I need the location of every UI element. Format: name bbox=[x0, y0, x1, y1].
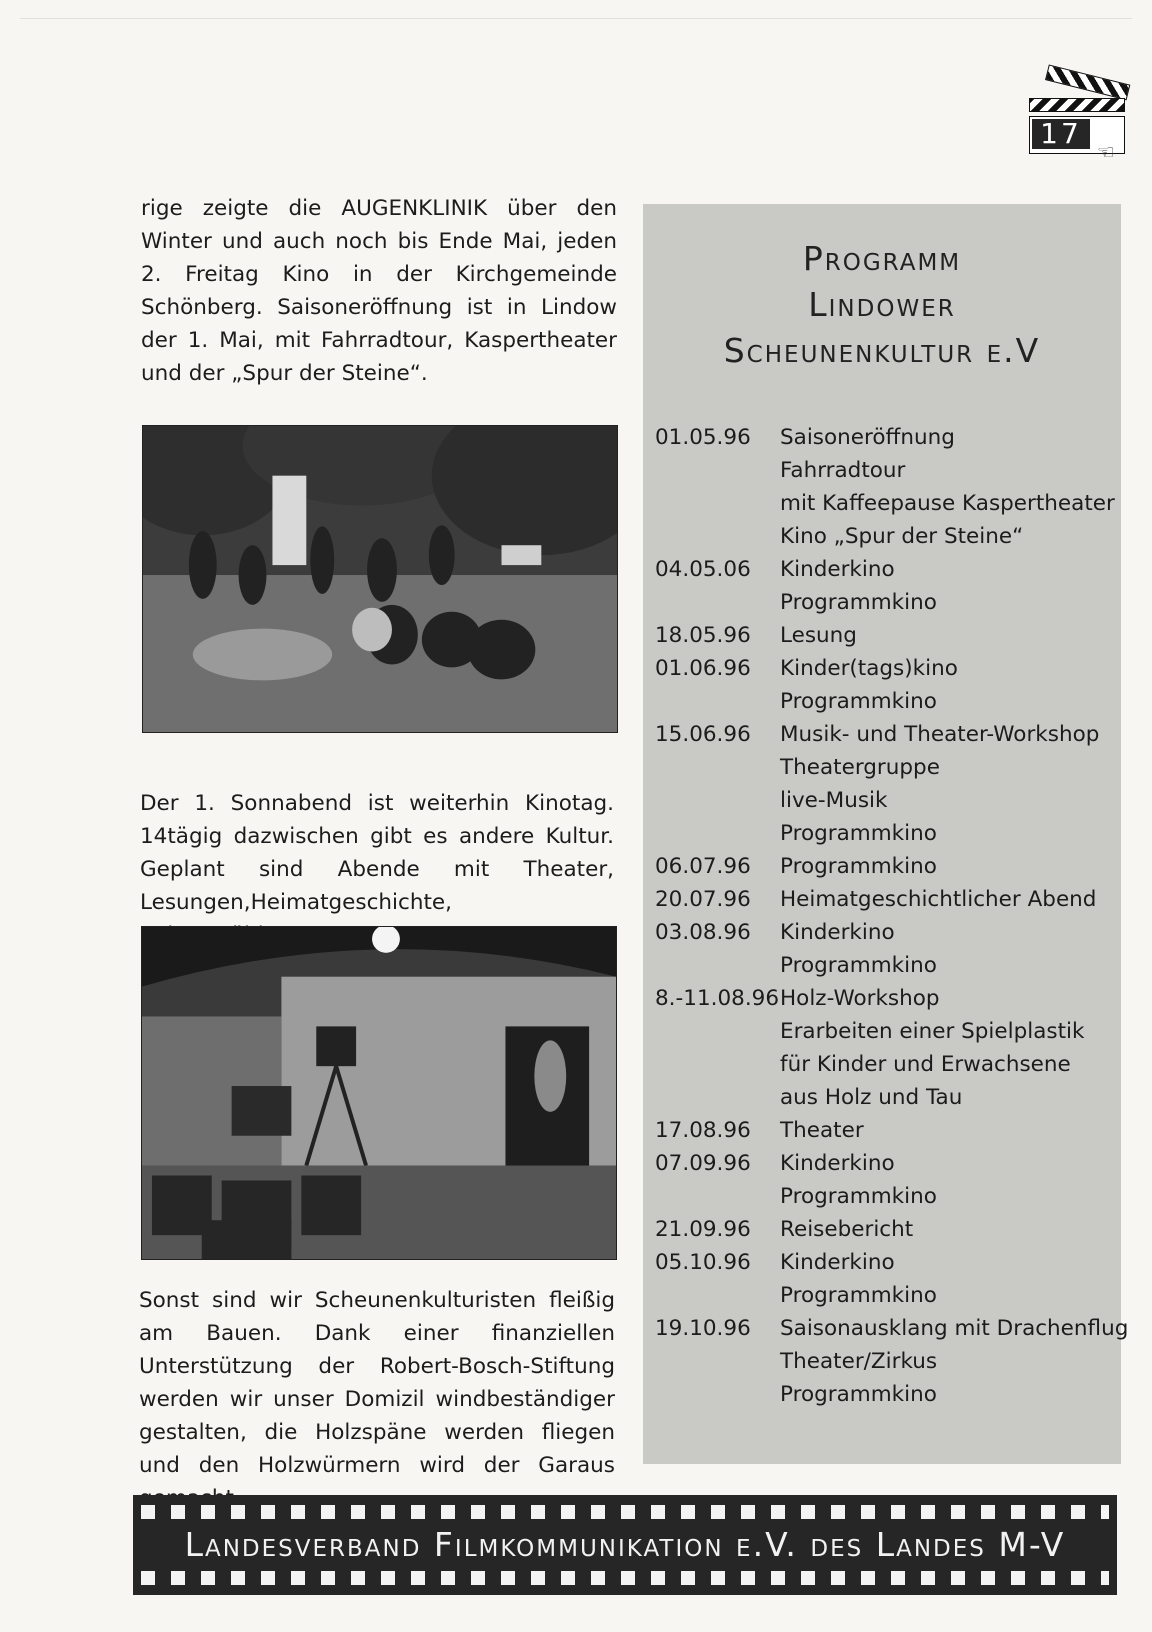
schedule-event: Programmkino bbox=[780, 854, 937, 879]
schedule-row bbox=[655, 1279, 1119, 1312]
schedule-row bbox=[655, 1114, 1119, 1147]
schedule-event: Kino „Spur der Steine“ bbox=[780, 524, 1024, 549]
schedule-date: 03.08.96 bbox=[655, 920, 751, 945]
schedule-row bbox=[655, 553, 1119, 586]
schedule-date bbox=[655, 1048, 780, 1081]
schedule-date: 18.05.96 bbox=[655, 623, 751, 648]
program-title bbox=[643, 236, 1121, 374]
schedule-date: 21.09.96 bbox=[655, 1217, 751, 1242]
schedule-row bbox=[655, 784, 1119, 817]
program-title-line: Scheunenkultur e.V bbox=[723, 331, 1041, 370]
schedule-event: Programmkino bbox=[780, 1382, 937, 1407]
clapperboard-stripe bbox=[1029, 98, 1125, 112]
schedule-date: 01.05.96 bbox=[655, 425, 751, 450]
schedule-event: Saisoneröffnung bbox=[780, 425, 955, 450]
schedule-row bbox=[655, 1246, 1119, 1279]
schedule-event: Holz-Workshop bbox=[780, 986, 940, 1011]
schedule-row bbox=[655, 1213, 1119, 1246]
schedule-row bbox=[655, 652, 1119, 685]
schedule-row bbox=[655, 1180, 1119, 1213]
schedule-event: Programmkino bbox=[780, 821, 937, 846]
schedule-date: 01.06.96 bbox=[655, 656, 751, 681]
schedule-date: 17.08.96 bbox=[655, 1118, 751, 1143]
schedule-row bbox=[655, 982, 1119, 1015]
schedule-event: Theater bbox=[780, 1118, 864, 1143]
schedule-event: Saisonausklang mit Drachenflug bbox=[780, 1316, 1129, 1341]
schedule-event: für Kinder und Erwachsene bbox=[780, 1052, 1071, 1077]
schedule-row bbox=[655, 454, 1119, 487]
schedule-date bbox=[655, 586, 780, 619]
schedule-event: Musik- und Theater-Workshop bbox=[780, 722, 1100, 747]
schedule-event: Heimatgeschichtlicher Abend bbox=[780, 887, 1097, 912]
schedule-row bbox=[655, 487, 1119, 520]
schedule-event: Reisebericht bbox=[780, 1217, 914, 1242]
schedule-row bbox=[655, 421, 1119, 454]
schedule-event: Theatergruppe bbox=[780, 755, 940, 780]
clapperboard-arm bbox=[1045, 64, 1130, 100]
schedule-row bbox=[655, 1048, 1119, 1081]
schedule-event: Programmkino bbox=[780, 689, 937, 714]
schedule-date bbox=[655, 1180, 780, 1213]
schedule-event: Kinderkino bbox=[780, 1250, 895, 1275]
schedule-date bbox=[655, 1279, 780, 1312]
intro-paragraph: rige zeigte die AUGENKLINIK über den Winter und auch noch bis Ende Mai, jeden 2. Freitag Kino in der Kirchgemeinde Schönberg. Saisoneröffnung ist in Lindow der 1. Mai, mit Fahrradtour, Kaspertheater und der „Spur der Steine“. bbox=[141, 196, 617, 386]
schedule-row bbox=[655, 1345, 1119, 1378]
schedule-event: Programmkino bbox=[780, 1283, 937, 1308]
page-top-rule bbox=[20, 18, 1132, 19]
schedule-row bbox=[655, 916, 1119, 949]
schedule-date bbox=[655, 685, 780, 718]
schedule-date bbox=[655, 454, 780, 487]
schedule-row bbox=[655, 817, 1119, 850]
schedule-row bbox=[655, 850, 1119, 883]
film-sprockets-top bbox=[141, 1505, 1109, 1519]
schedule-event: Kinder(tags)kino bbox=[780, 656, 958, 681]
schedule-event: mit Kaffeepause Kaspertheater bbox=[780, 491, 1115, 516]
schedule-date bbox=[655, 817, 780, 850]
schedule-date: 05.10.96 bbox=[655, 1250, 751, 1275]
schedule-event: Kinderkino bbox=[780, 920, 895, 945]
schedule-event: Fahrradtour bbox=[780, 458, 906, 483]
program-title-line: Programm bbox=[802, 239, 962, 278]
footer-film-strip bbox=[133, 1495, 1117, 1595]
schedule-date: 06.07.96 bbox=[655, 854, 751, 879]
schedule-event: live-Musik bbox=[780, 788, 888, 813]
schedule-date bbox=[655, 1345, 780, 1378]
schedule-row bbox=[655, 1015, 1119, 1048]
schedule-row bbox=[655, 586, 1119, 619]
schedule-date bbox=[655, 751, 780, 784]
schedule-event: Theater/Zirkus bbox=[780, 1349, 938, 1374]
schedule-row bbox=[655, 949, 1119, 982]
schedule-event: Lesung bbox=[780, 623, 857, 648]
schedule-date: 15.06.96 bbox=[655, 722, 751, 747]
schedule-event: Kinderkino bbox=[780, 1151, 895, 1176]
schedule-date: 07.09.96 bbox=[655, 1151, 751, 1176]
schedule-date bbox=[655, 520, 780, 553]
schedule-date bbox=[655, 784, 780, 817]
schedule-date: 20.07.96 bbox=[655, 887, 751, 912]
schedule-event: Programmkino bbox=[780, 590, 937, 615]
page-number: 17 bbox=[1032, 119, 1090, 149]
schedule-date bbox=[655, 487, 780, 520]
schedule-date: 8.-11.08.96 bbox=[655, 986, 780, 1011]
mid-paragraph: Der 1. Sonnabend ist weiterhin Kinotag. 14tägig dazwischen gibt es andere Kultur. Geplant sind Abende mit Theater, Lesungen,Heimatgeschichte, bbox=[140, 791, 614, 915]
schedule-row bbox=[655, 619, 1119, 652]
schedule-event: Programmkino bbox=[780, 953, 937, 978]
schedule-date: 19.10.96 bbox=[655, 1316, 751, 1341]
program-box bbox=[643, 204, 1129, 1464]
schedule-event: Erarbeiten einer Spielplastik bbox=[780, 1019, 1085, 1044]
end-paragraph: Sonst sind wir Scheunenkulturisten fleißig am Bauen. Dank einer finanziellen Unterstützung der Robert-Bosch-Stiftung werden wir unser Domizil windbeständiger gestalten, die Holzspäne werden fliegen und den Holzwürmern wird der Garaus bbox=[139, 1288, 615, 1478]
schedule-event: Kinderkino bbox=[780, 557, 895, 582]
schedule-event: aus Holz und Tau bbox=[780, 1085, 963, 1110]
program-schedule bbox=[655, 421, 1129, 1411]
schedule-row bbox=[655, 685, 1119, 718]
schedule-row bbox=[655, 1081, 1119, 1114]
pointing-hand-icon: ☜ bbox=[1097, 140, 1115, 164]
program-title-line: Lindower bbox=[808, 285, 956, 324]
schedule-row bbox=[655, 718, 1119, 751]
schedule-row bbox=[655, 520, 1119, 553]
barn-projector-photo bbox=[141, 926, 617, 1260]
schedule-date: 04.05.06 bbox=[655, 557, 751, 582]
schedule-row bbox=[655, 751, 1119, 784]
clapperboard-page-number bbox=[1027, 48, 1133, 176]
schedule-row bbox=[655, 1147, 1119, 1180]
schedule-event: Programmkino bbox=[780, 1184, 937, 1209]
schedule-date bbox=[655, 949, 780, 982]
schedule-row bbox=[655, 1378, 1119, 1411]
schedule-row bbox=[655, 883, 1119, 916]
schedule-date bbox=[655, 1081, 780, 1114]
outdoor-cinema-photo bbox=[142, 425, 618, 733]
film-sprockets-bottom bbox=[141, 1571, 1109, 1585]
footer-title: Landesverband Filmkommunikation e.V. des Landes M-V bbox=[184, 1525, 1066, 1564]
schedule-date bbox=[655, 1015, 780, 1048]
schedule-row bbox=[655, 1312, 1129, 1345]
schedule-date bbox=[655, 1378, 780, 1411]
